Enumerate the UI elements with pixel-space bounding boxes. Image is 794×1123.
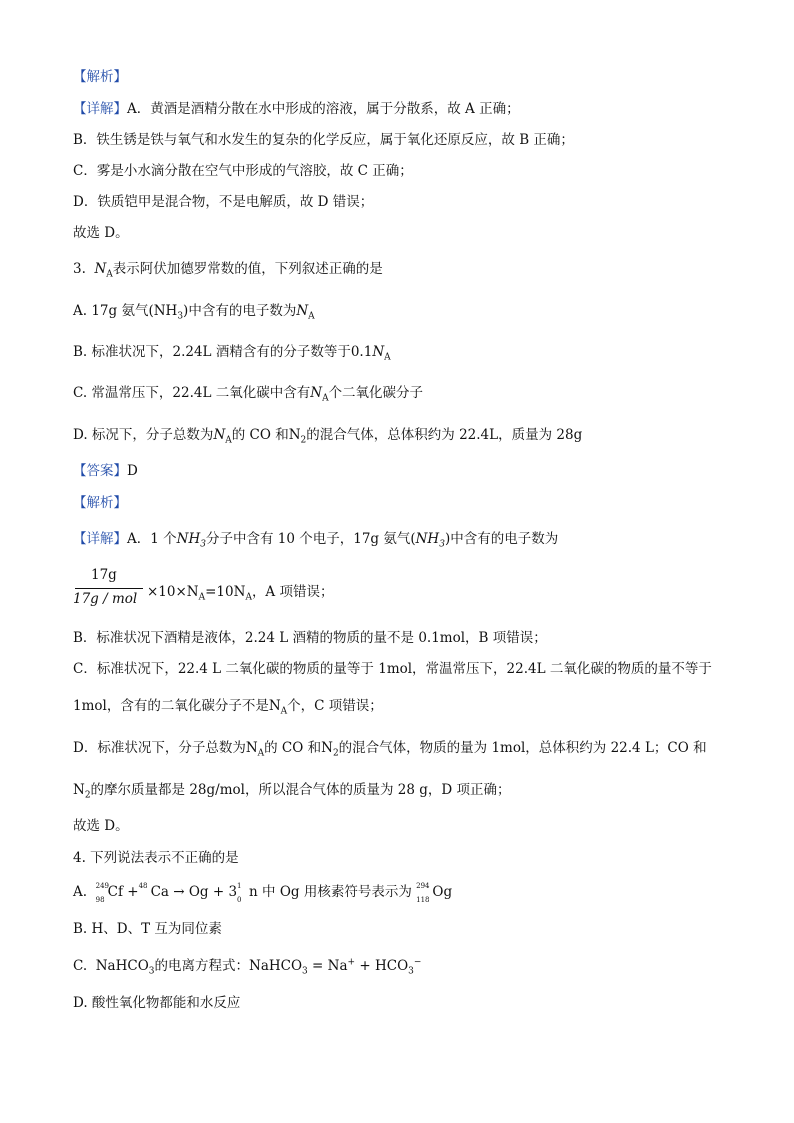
answer-tag: 【答案】 bbox=[73, 463, 127, 479]
analysis-tag-2: 【解析】 bbox=[73, 495, 127, 511]
question-3-option-a[interactable]: A. 17g 氨气$(NH_3)$中含有的电子数为$N_A$ bbox=[73, 303, 315, 322]
answer-line bbox=[73, 462, 138, 480]
detail-2-line-c1: C．标准状况下，22.4 L 二氧化碳的物质的量等于 1mol，常温常压下，22.4L 二氧化碳的物质的量不等于 bbox=[73, 661, 712, 677]
question-3-stem: 3. $N_A$表示阿伏加德罗常数的值，下列叙述正确的是 bbox=[73, 261, 383, 280]
question-3-option-b[interactable]: B. 标准状况下，2.24L 酒精含有的分子数等于$0.1N_A$ bbox=[73, 344, 391, 363]
question-3-option-d[interactable]: D. 标况下，分子总数为$N_A$的 CO 和$N_2$的混合气体，总体积约为 22.4L，质量为 28g bbox=[73, 427, 583, 446]
question-4-option-b[interactable]: B. H、D、T 互为同位素 bbox=[73, 921, 222, 937]
fraction-numerator: 17g bbox=[91, 567, 117, 583]
detail-tag: 【详解】 bbox=[73, 101, 127, 117]
detail-line-c: C．雾是小水滴分散在空气中形成的气溶胶，故 C 正确； bbox=[73, 163, 413, 179]
question-3-option-c[interactable]: C. 常温常压下，22.4L 二氧化碳中含有$N_A$个二氧化碳分子 bbox=[73, 385, 424, 404]
conclusion-2: 故选 D。 bbox=[73, 818, 129, 834]
detail-line-a bbox=[73, 100, 520, 118]
answer-value: D bbox=[127, 463, 138, 479]
detail-2-line-b: B．标准状况下酒精是液体，2.24 L 酒精的物质的量不是 0.1mol，B 项错误； bbox=[73, 630, 547, 646]
detail-line-b: B．铁生锈是铁与氧气和水发生的复杂的化学反应，属于氧化还原反应，故 B 正确； bbox=[73, 132, 574, 148]
detail-text: A．黄酒是酒精分散在水中形成的溶液，属于分散系，故 A 正确； bbox=[127, 101, 520, 117]
detail-line-d: D．铁质铠甲是混合物，不是电解质，故 D 错误； bbox=[73, 194, 374, 210]
fraction-rest: $\times 10\times N_A=10N_A$，A 项错误； bbox=[147, 584, 334, 603]
detail-2-line-c2: 1mol，含有的二氧化碳分子不是$N_A$个，C 项错误； bbox=[73, 698, 383, 717]
detail-2-line-d2: $N_2$的摩尔质量都是 28g/mol，所以混合气体的质量为 28 g，D 项正确； bbox=[73, 782, 511, 801]
question-4-stem: 4. 下列说法表示不正确的是 bbox=[73, 850, 239, 866]
question-4-option-d[interactable]: D. 酸性氧化物都能和水反应 bbox=[73, 995, 241, 1011]
fraction-bar bbox=[75, 588, 143, 589]
question-4-option-a[interactable]: A. 249 98 Cf + 48 Ca → Og + 3 1 0 n 中 Og 用核素符号表示为 294 118 Og bbox=[73, 881, 453, 904]
question-4-option-c[interactable]: C. NaHCO$_3$的电离方程式：NaHCO$_3$ = $Na^+ + HCO_3^-$ bbox=[73, 957, 422, 977]
fraction-denominator: 17g / mol bbox=[73, 591, 138, 607]
conclusion: 故选 D。 bbox=[73, 225, 129, 241]
detail-2-line-d1: D．标准状况下，分子总数为$N_A$的 CO 和$N_2$的混合气体，物质的量为 1mol，总体积约为 22.4 L；CO 和 bbox=[73, 740, 707, 759]
analysis-tag: 【解析】 bbox=[73, 69, 127, 85]
detail-2-line-a: 【详解】A．1 个$NH_3$分子中含有 10 个电子，17g 氨气$(NH_3)$中含有的电子数为 bbox=[73, 531, 559, 550]
